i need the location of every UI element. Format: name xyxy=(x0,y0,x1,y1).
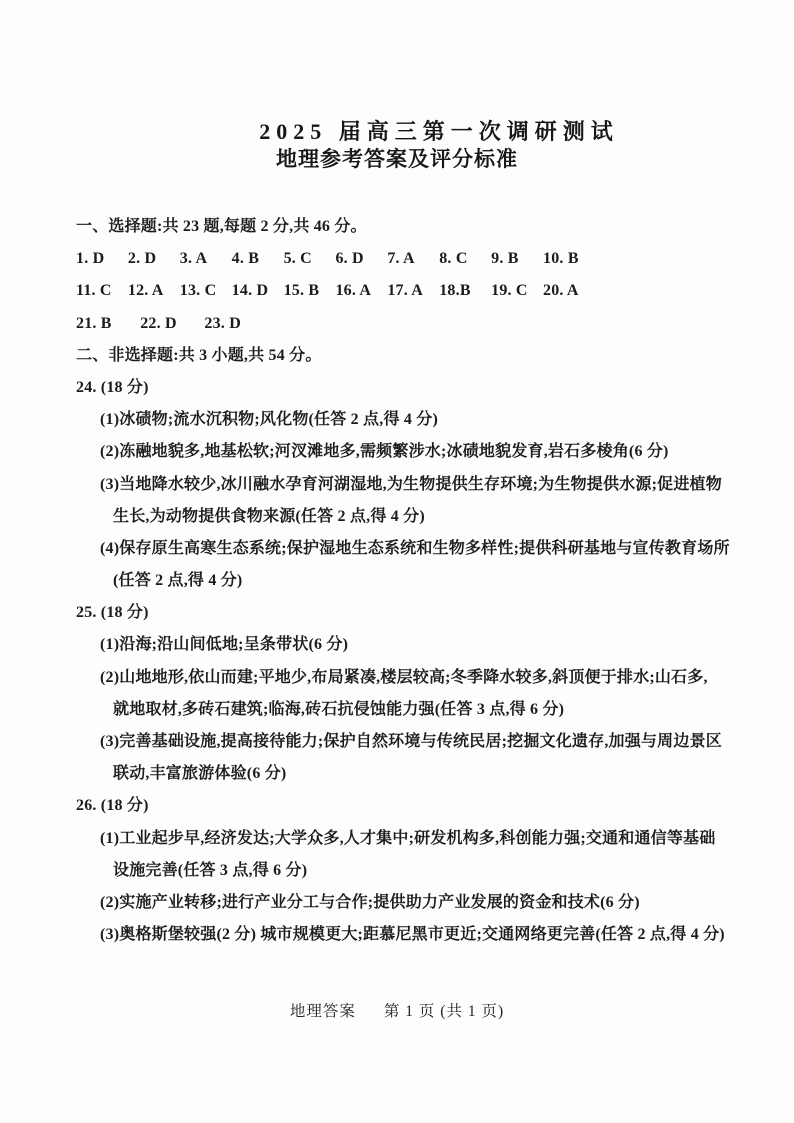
mc-answer: 1. D xyxy=(76,250,105,268)
answer-line: (1)沿海;沿山间低地;呈条带状(6 分) xyxy=(100,636,349,654)
mc-answer: 21. B xyxy=(76,314,112,332)
footer-page-number: 第 1 页 (共 1 页) xyxy=(383,1003,505,1020)
mc-answer: 7. A xyxy=(387,250,415,268)
question-26-label: 26. (18 分) xyxy=(76,797,149,815)
mc-answer: 20. A xyxy=(543,282,579,300)
answer-line-continuation: 联动,丰富旅游体验(6 分) xyxy=(113,765,287,783)
question-24-label: 24. (18 分) xyxy=(76,378,149,396)
page-footer xyxy=(0,999,794,1021)
answer-line-continuation: 设施完善(任答 3 点,得 6 分) xyxy=(113,861,308,879)
exam-title: 2025 届高三第一次调研测试 xyxy=(259,119,619,144)
mc-answers-row-2 xyxy=(76,275,736,307)
answer-line: (1)冰碛物;流水沉积物;风化物(任答 2 点,得 4 分) xyxy=(100,411,438,429)
mc-answer: 8. C xyxy=(439,250,468,268)
answer-key-subtitle: 地理参考答案及评分标准 xyxy=(276,147,518,171)
answer-line: (4)保存原生高寒生态系统;保护湿地生态系统和生物多样性;提供科研基地与宣传教育场所 xyxy=(100,539,730,557)
mc-answer: 5. C xyxy=(283,250,312,268)
answer-line-continuation: 就地取材,多砖石建筑;临海,砖石抗侵蚀能力强(任答 3 点,得 6 分) xyxy=(113,700,565,718)
question-25-label: 25. (18 分) xyxy=(76,604,149,622)
mc-answer: 3. A xyxy=(179,250,208,268)
mc-answer: 16. A xyxy=(335,282,372,300)
answer-line-continuation: 生长,为动物提供食物来源(任答 2 点,得 4 分) xyxy=(113,507,425,525)
footer-subject-label: 地理答案 xyxy=(289,1003,356,1020)
answer-line: (2)实施产业转移;进行产业分工与合作;提供助力产业发展的资金和技术(6 分) xyxy=(100,893,640,911)
mc-answer: 13. C xyxy=(179,282,217,300)
mc-answer: 14. D xyxy=(231,282,269,300)
answer-line: (3)奥格斯堡较强(2 分) 城市规模更大;距慕尼黑市更近;交通网络更完善(任答 2 点,得 4 分) xyxy=(100,926,725,944)
mc-answer: 4. B xyxy=(231,250,260,268)
mc-answer: 23. D xyxy=(204,314,241,332)
answer-line: (2)冻融地貌多,地基松软;河汊滩地多,需频繁涉水;冰碛地貌发育,岩石多棱角(6 分) xyxy=(100,443,669,461)
mc-answers-row-1 xyxy=(76,243,736,275)
choice-section-heading: 一、选择题:共 23 题,每题 2 分,共 46 分。 xyxy=(76,218,367,235)
mc-answer: 19. C xyxy=(491,282,528,300)
mc-answer: 6. D xyxy=(335,250,364,268)
mc-answer: 9. B xyxy=(491,250,519,268)
mc-answer: 10. B xyxy=(543,250,579,268)
answer-line-continuation: (任答 2 点,得 4 分) xyxy=(113,572,243,590)
mc-answer: 15. B xyxy=(283,282,320,300)
mc-answer: 2. D xyxy=(127,250,157,268)
answer-key-body xyxy=(76,211,736,951)
mc-answer: 11. C xyxy=(76,282,112,300)
answer-line: (1)工业起步早,经济发达;大学众多,人才集中;研发机构多,科创能力强;交通和通信等基础 xyxy=(100,829,716,847)
mc-answer: 17. A xyxy=(387,282,424,300)
mc-answers-row-3 xyxy=(76,308,736,340)
answer-line: (3)完善基础设施,提高接待能力;保护自然环境与传统民居;挖掘文化遗存,加强与周边景区 xyxy=(100,733,722,750)
answer-line: (2)山地地形,依山而建;平地少,布局紧凑,楼层较高;冬季降水较多,斜顶便于排水;山石多, xyxy=(100,668,708,686)
mc-answer: 22. D xyxy=(140,314,177,332)
mc-answer: 18.B xyxy=(439,282,471,300)
answer-line: (3)当地降水较少,冰川融水孕育河湖湿地,为生物提供生存环境;为生物提供水源;促进植物 xyxy=(100,475,722,493)
title-block xyxy=(0,117,794,173)
mc-answer: 12. A xyxy=(127,282,164,300)
free-response-section-heading: 二、非选择题:共 3 小题,共 54 分。 xyxy=(76,346,322,364)
